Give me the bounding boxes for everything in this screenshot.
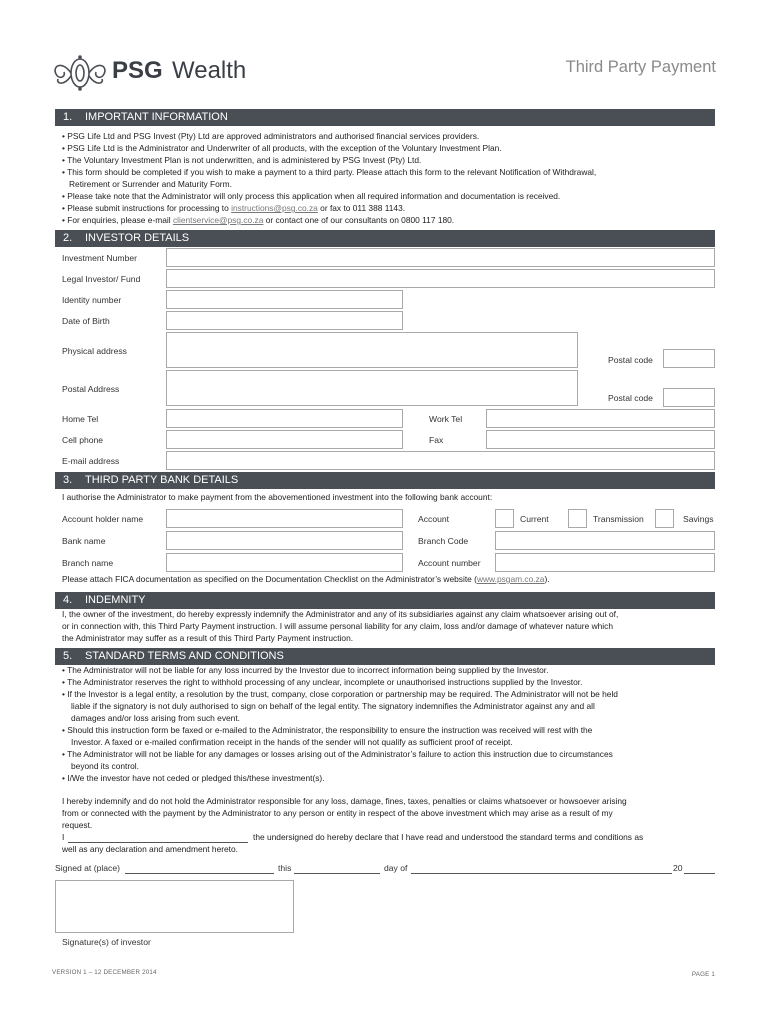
declaration-text: the undersigned do hereby declare that I have read and understood the standard terms and conditions as (253, 832, 644, 842)
legal-investor-label: Legal Investor/ Fund (62, 274, 141, 284)
signed-at-label: Signed at (place) (55, 863, 120, 873)
physical-address-label: Physical address (62, 346, 127, 356)
savings-label: Savings (683, 514, 714, 524)
account-number-field[interactable] (495, 553, 715, 572)
identity-number-field[interactable] (166, 290, 403, 309)
terms-bullet: • The Administrator will not be liable for any loss incurred by the Investor due to incorrect information being supplied by the Investor. (62, 665, 549, 675)
year-prefix-label: 20 (673, 863, 683, 873)
bank-name-label: Bank name (62, 536, 106, 546)
info-bullet: • This form should be completed if you wish to make a payment to a third party. Please attach this form to the relevant Notification of Withdrawal, (62, 167, 597, 177)
date-of-birth-field[interactable] (166, 311, 403, 330)
declaration-text: well as any declaration and amendment hereto. (62, 844, 238, 854)
info-bullet: • The Voluntary Investment Plan is not underwritten, and is administered by PSG Invest (Pty) Ltd. (62, 155, 422, 165)
section-number: 1. (63, 111, 73, 123)
account-holder-field[interactable] (166, 509, 403, 528)
branch-code-field[interactable] (495, 531, 715, 550)
transmission-label: Transmission (593, 514, 644, 524)
clientservice-email-link[interactable]: clientservice@psg.co.za (172, 215, 264, 225)
bank-intro-text: I authorise the Administrator to make payment from the abovementioned investment into the following bank account: (62, 492, 493, 502)
postal-code-field-2[interactable] (663, 388, 715, 407)
date-of-birth-label: Date of Birth (62, 316, 110, 326)
fax-field[interactable] (486, 430, 715, 449)
section-1-header (55, 109, 715, 126)
indemnity-text: or in connection with, this Third Party Payment instruction. I will assume personal liability for any claim, loss and/or damage of whatever nature which (62, 621, 613, 631)
instructions-email-link[interactable]: instructions@psg.co.za (231, 203, 318, 213)
declaration-text: I hereby indemnify and do not hold the Administrator responsible for any loss, damage, fines, taxes, penalties or claims whatsoever or howsoever arising (62, 796, 627, 806)
work-tel-label: Work Tel (429, 414, 463, 424)
investment-number-label: Investment Number (62, 253, 137, 263)
section-number: 2. (63, 232, 73, 244)
this-label: this (278, 863, 292, 873)
home-tel-field[interactable] (166, 409, 403, 428)
section-title: STANDARD TERMS AND CONDITIONS (85, 650, 284, 662)
form-title: Third Party Payment (565, 58, 716, 76)
section-2-header (55, 230, 715, 247)
email-field[interactable] (166, 451, 715, 470)
investment-number-field[interactable] (166, 248, 715, 267)
current-label: Current (520, 514, 549, 524)
home-tel-label: Home Tel (62, 414, 99, 424)
terms-bullet-cont: Investor. A faxed or e-mailed confirmation receipt in the hands of the sender will not qualify as sufficient proof of receipt. (71, 737, 513, 747)
section-title: INVESTOR DETAILS (85, 232, 190, 244)
month-line[interactable] (411, 873, 672, 874)
declaration-i-label: I (62, 832, 65, 842)
signature-label: Signature(s) of investor (62, 937, 151, 947)
fax-label: Fax (429, 435, 444, 445)
day-of-label: day of (384, 863, 408, 873)
terms-bullet: • The Administrator reserves the right to withhold processing of any unclear, incomplete or unauthorised instructions supplied by the Investor. (62, 677, 583, 687)
page-number: PAGE 1 (691, 971, 715, 978)
terms-bullet: • Should this instruction form be faxed or e-mailed to the Administrator, the responsibility to ensure the instruction was received will rest with the (62, 725, 593, 735)
work-tel-field[interactable] (486, 409, 715, 428)
savings-checkbox[interactable] (655, 509, 674, 528)
info-bullet-cont: Retirement or Surrender and Maturity Form. (69, 179, 232, 189)
indemnity-text: I, the owner of the investment, do hereby expressly indemnify the Administrator and any of its subsidiaries against any claim whatsoever arising out of, (62, 609, 619, 619)
indemnity-text: the Administrator may suffer as a result of this Third Party Payment instruction. (62, 633, 354, 643)
declaration-text: request. (62, 820, 93, 830)
logo-text-bold: PSG (112, 57, 163, 84)
psg-logo (50, 52, 280, 96)
terms-bullet: • I/We the investor have not ceded or pledged this/these investment(s). (62, 773, 325, 783)
section-number: 3. (63, 474, 73, 486)
branch-name-label: Branch name (62, 558, 114, 568)
psgam-website-link[interactable]: www.psgam.co.za (476, 574, 545, 584)
declarant-name-line[interactable] (68, 842, 248, 843)
terms-bullet: • The Administrator will not be liable for any damages or losses arising out of the Administrator’s failure to action this instruction due to circumstances (62, 749, 613, 759)
info-bullet: • Please submit instructions for processing to instructions@psg.co.za or fax to 011 388 1143. (62, 203, 406, 213)
cell-phone-field[interactable] (166, 430, 403, 449)
info-bullet: • PSG Life Ltd and PSG Invest (Pty) Ltd are approved administrators and authorised financial services providers. (62, 131, 480, 141)
postal-address-label: Postal Address (62, 384, 120, 394)
terms-bullet-cont: liable if the signatory is not duly authorised to sign on behalf of the legal entity. The signatory indemnifies the Administrator against any and all (71, 701, 595, 711)
account-holder-label: Account holder name (62, 514, 144, 524)
version-label: VERSION 1 – 12 DECEMBER 2014 (52, 969, 157, 976)
info-bullet: • Please take note that the Administrator will only process this application when all required information and documentation is received. (62, 191, 561, 201)
info-bullet: • For enquiries, please e-mail clientservice@psg.co.za or contact one of our consultants on 0800 117 180. (62, 215, 455, 225)
section-title: IMPORTANT INFORMATION (85, 111, 228, 123)
fica-note: Please attach FICA documentation as specified on the Documentation Checklist on the Administrator’s website (www.psgam.co.za). (62, 574, 550, 584)
section-5-header (55, 648, 715, 665)
declaration-text: from or connected with the payment by the Administrator to any person or entity in respect of the above investment which may arise as a result of my (62, 808, 613, 818)
terms-bullet-cont: beyond its control. (71, 761, 139, 771)
section-number: 5. (63, 650, 73, 662)
logo-text: Wealth (172, 57, 247, 84)
transmission-checkbox[interactable] (568, 509, 587, 528)
email-label: E-mail address (62, 456, 120, 466)
bank-name-field[interactable] (166, 531, 403, 550)
branch-name-field[interactable] (166, 553, 403, 572)
identity-number-label: Identity number (62, 295, 122, 305)
year-line[interactable] (684, 873, 715, 874)
terms-bullet: • If the Investor is a legal entity, a resolution by the trust, company, close corporation or partnership may be required. The Administrator will not be held (62, 689, 618, 699)
section-title: INDEMNITY (85, 594, 146, 606)
signature-box[interactable] (55, 880, 294, 933)
psg-emblem-icon (50, 52, 110, 94)
day-line[interactable] (294, 873, 380, 874)
account-type-label: Account (418, 514, 450, 524)
branch-code-label: Branch Code (418, 536, 469, 546)
section-number: 4. (63, 594, 73, 606)
postal-code-field-1[interactable] (663, 349, 715, 368)
signed-at-line[interactable] (125, 873, 274, 874)
current-checkbox[interactable] (495, 509, 514, 528)
section-3-header (55, 472, 715, 489)
postal-code-label: Postal code (608, 393, 653, 403)
physical-address-field[interactable] (166, 332, 578, 368)
section-4-header (55, 592, 715, 609)
legal-investor-field[interactable] (166, 269, 715, 288)
cell-phone-label: Cell phone (62, 435, 104, 445)
section-title: THIRD PARTY BANK DETAILS (85, 474, 239, 486)
terms-bullet-cont: damages and/or loss arising from such event. (71, 713, 240, 723)
info-bullet: • PSG Life Ltd is the Administrator and Underwriter of all products, with the exception of the Voluntary Investment Plan. (62, 143, 502, 153)
account-number-label: Account number (418, 558, 481, 568)
postal-code-label: Postal code (608, 355, 653, 365)
postal-address-field[interactable] (166, 370, 578, 406)
